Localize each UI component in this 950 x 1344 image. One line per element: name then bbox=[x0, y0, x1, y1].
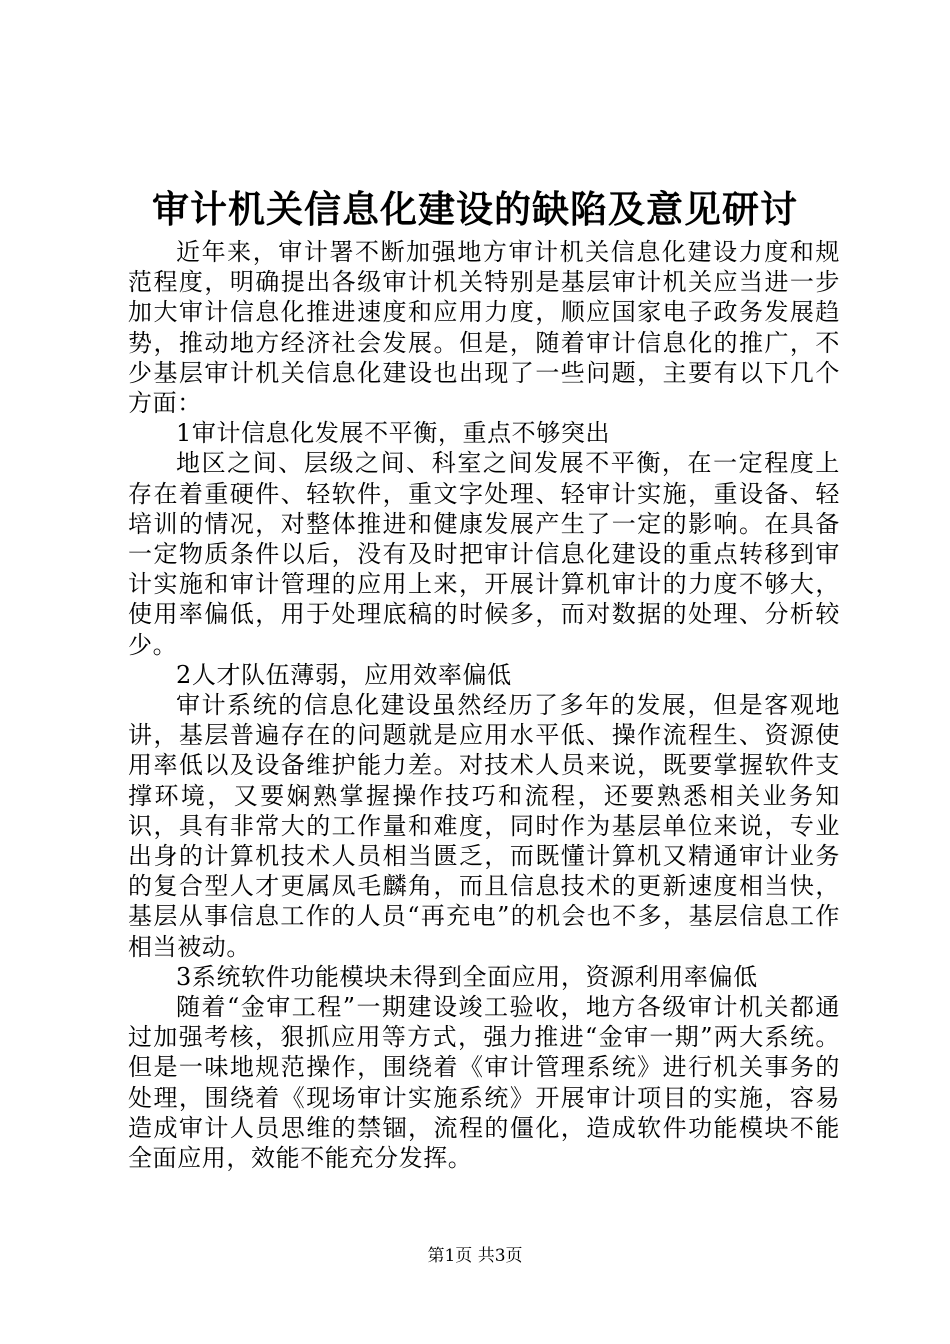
intro-paragraph: 近年来，审计署不断加强地方审计机关信息化建设力度和规范程度，明确提出各级审计机关特别是基层审计机关应当进一步加大审计信息化推进速度和应用力度，顺应国家电子政务发展趋势，推动地方经济社会发展。但是，随着审计信息化的推广，不少基层审计机关信息化建设也出现了一些问题，主要有以下几个方面： bbox=[128, 238, 840, 418]
section-heading-3: 3系统软件功能模块未得到全面应用，资源利用率偏低 bbox=[176, 962, 758, 991]
document-body bbox=[128, 237, 840, 1173]
section-paragraph-2: 审计系统的信息化建设虽然经历了多年的发展，但是客观地讲，基层普遍存在的问题就是应用水平低、操作流程生、资源使用率低以及设备维护能力差。对技术人员来说，既要掌握软件支撑环境，又要娴熟掌握操作技巧和流程，还要熟悉相关业务知识，具有非常大的工作量和难度，同时作为基层单位来说，专业出身的计算机技术人员相当匮乏，而既懂计算机又精通审计业务的复合型人才更属凤毛麟角，而且信息技术的更新速度相当快，基层从事信息工作的人员“再充电”的机会也不多，基层信息工作相当被动。 bbox=[128, 691, 840, 961]
document-title: 审计机关信息化建设的缺陷及意见研讨 bbox=[152, 188, 798, 231]
section-heading-1: 1审计信息化发展不平衡，重点不够突出 bbox=[176, 419, 611, 448]
section-heading-2: 2人才队伍薄弱，应用效率偏低 bbox=[176, 660, 512, 689]
section-paragraph-3: 随着“金审工程”一期建设竣工验收，地方各级审计机关都通过加强考核，狠抓应用等方式，强力推进“金审一期”两大系统。但是一味地规范操作，围绕着《审计管理系统》进行机关事务的处理，围绕着《现场审计实施系统》开展审计项目的实施，容易造成审计人员思维的禁锢，流程的僵化，造成软件功能模块不能全面应用，效能不能充分发挥。 bbox=[128, 993, 840, 1173]
section-paragraph-1: 地区之间、层级之间、科室之间发展不平衡，在一定程度上存在着重硬件、轻软件，重文字处理、轻审计实施，重设备、轻培训的情况，对整体推进和健康发展产生了一定的影响。在具备一定物质条件以后，没有及时把审计信息化建设的重点转移到审计实施和审计管理的应用上来，开展计算机审计的力度不够大，使用率偏低，用于处理底稿的时候多，而对数据的处理、分析较少。 bbox=[128, 449, 840, 659]
page-footer: 第1页 共3页 bbox=[427, 1246, 523, 1266]
